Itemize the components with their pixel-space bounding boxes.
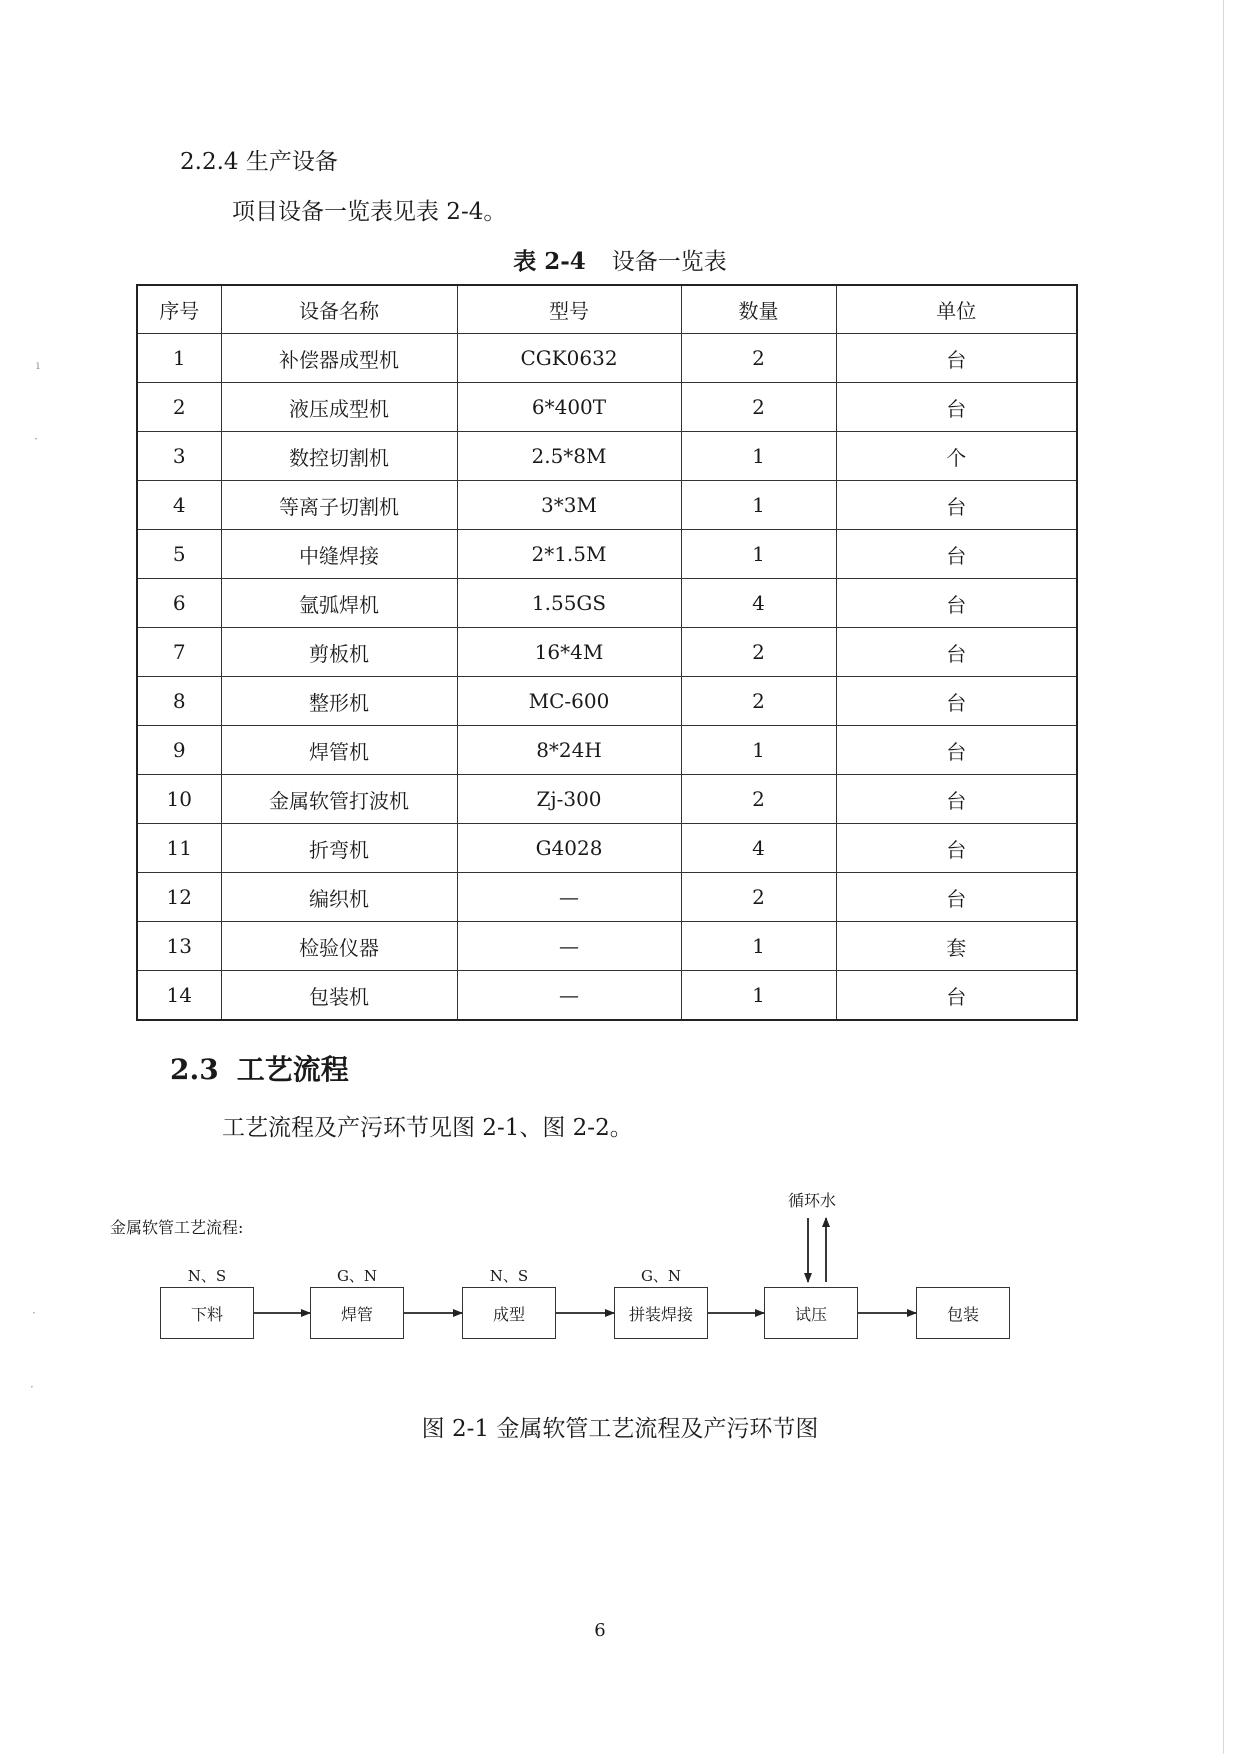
table-cell: 1	[681, 481, 836, 530]
table-caption	[0, 243, 1240, 276]
table-cell: 金属软管打波机	[221, 775, 457, 824]
pollutant-label: G、N	[640, 1267, 682, 1285]
table-cell: 台	[836, 530, 1077, 579]
process-step-box: 试压	[764, 1287, 858, 1339]
table-cell: 2	[681, 873, 836, 922]
table-cell: —	[457, 971, 681, 1021]
page-number: 6	[594, 1620, 606, 1641]
table-cell: 补偿器成型机	[221, 334, 457, 383]
table-cell: 16*4M	[457, 628, 681, 677]
table-row	[137, 383, 1077, 432]
table-cell: 整形机	[221, 677, 457, 726]
table-caption-title: 设备一览表	[611, 249, 727, 275]
table-row	[137, 873, 1077, 922]
table-cell: 台	[836, 971, 1077, 1021]
table-row	[137, 530, 1077, 579]
table-cell: G4028	[457, 824, 681, 873]
section-heading-2-2-4	[180, 143, 338, 176]
table-cell: 2	[137, 383, 221, 432]
table-cell: 台	[836, 677, 1077, 726]
table-cell: 套	[836, 922, 1077, 971]
table-cell: 3	[137, 432, 221, 481]
table-cell: 10	[137, 775, 221, 824]
table-cell: —	[457, 873, 681, 922]
table-cell: 14	[137, 971, 221, 1021]
table-cell: 包装机	[221, 971, 457, 1021]
table-cell: 氩弧焊机	[221, 579, 457, 628]
table-cell: 2*1.5M	[457, 530, 681, 579]
table-row	[137, 432, 1077, 481]
table-cell: Zj-300	[457, 775, 681, 824]
equipment-table	[136, 284, 1078, 1021]
pollutant-label: G、N	[336, 1267, 378, 1285]
table-cell: 台	[836, 383, 1077, 432]
process-step-box: 焊管	[310, 1287, 404, 1339]
table-cell: 6	[137, 579, 221, 628]
figure-caption: 图 2-1 金属软管工艺流程及产污环节图	[421, 1416, 819, 1442]
table-cell: 数控切割机	[221, 432, 457, 481]
table-cell: 检验仪器	[221, 922, 457, 971]
flow-intro-paragraph: 工艺流程及产污环节见图 2-1、图 2-2。	[222, 1115, 633, 1141]
pollutant-label: N、S	[187, 1267, 227, 1285]
table-cell: 剪板机	[221, 628, 457, 677]
table-cell: 台	[836, 334, 1077, 383]
table-caption-number: 表 2-4	[513, 248, 586, 275]
table-cell: 台	[836, 628, 1077, 677]
table-cell: 6*400T	[457, 383, 681, 432]
section-heading-2-3	[170, 1048, 349, 1088]
table-cell: 11	[137, 824, 221, 873]
section-title: 生产设备	[245, 149, 338, 175]
table-cell: 焊管机	[221, 726, 457, 775]
table-cell: 台	[836, 579, 1077, 628]
table-cell: 13	[137, 922, 221, 971]
pollutant-label: N、S	[489, 1267, 529, 1285]
table-cell: 台	[836, 775, 1077, 824]
table-cell: 2.5*8M	[457, 432, 681, 481]
table-cell: 12	[137, 873, 221, 922]
scan-mark: ·	[32, 1306, 36, 1320]
table-cell: 2	[681, 383, 836, 432]
table-cell: 8*24H	[457, 726, 681, 775]
table-cell: 7	[137, 628, 221, 677]
header-cell: 设备名称	[221, 285, 457, 334]
table-cell: 编织机	[221, 873, 457, 922]
circulating-water-label: 循环水	[788, 1191, 837, 1210]
table-row	[137, 481, 1077, 530]
table-cell: MC-600	[457, 677, 681, 726]
table-cell: 台	[836, 824, 1077, 873]
table-cell: 1	[681, 432, 836, 481]
table-cell: 1	[681, 530, 836, 579]
process-step-box: 成型	[462, 1287, 556, 1339]
table-row	[137, 579, 1077, 628]
table-cell: 2	[681, 775, 836, 824]
header-cell: 数量	[681, 285, 836, 334]
table-cell: CGK0632	[457, 334, 681, 383]
table-cell: 1	[681, 726, 836, 775]
table-cell: 台	[836, 873, 1077, 922]
table-header-row	[137, 285, 1077, 334]
table-cell: 1.55GS	[457, 579, 681, 628]
table-cell: 2	[681, 334, 836, 383]
section-number: 2.2.4	[180, 149, 239, 175]
process-step-box: 包装	[916, 1287, 1010, 1339]
table-cell: —	[457, 922, 681, 971]
table-row	[137, 726, 1077, 775]
table-row	[137, 628, 1077, 677]
flowchart-label: 金属软管工艺流程:	[110, 1218, 244, 1237]
header-cell: 型号	[457, 285, 681, 334]
table-cell: 个	[836, 432, 1077, 481]
table-row	[137, 971, 1077, 1021]
table-row	[137, 824, 1077, 873]
table-row	[137, 922, 1077, 971]
table-cell: 4	[681, 824, 836, 873]
table-row	[137, 334, 1077, 383]
table-cell: 1	[681, 922, 836, 971]
table-cell: 9	[137, 726, 221, 775]
section-title: 工艺流程	[236, 1053, 349, 1086]
table-cell: 液压成型机	[221, 383, 457, 432]
table-cell: 8	[137, 677, 221, 726]
table-cell: 台	[836, 481, 1077, 530]
intro-paragraph: 项目设备一览表见表 2-4。	[232, 199, 507, 225]
table-cell: 1	[681, 971, 836, 1021]
table-cell: 2	[681, 677, 836, 726]
table-cell: 中缝焊接	[221, 530, 457, 579]
table-cell: 3*3M	[457, 481, 681, 530]
table-cell: 台	[836, 726, 1077, 775]
table-row	[137, 677, 1077, 726]
table-cell: 5	[137, 530, 221, 579]
table-cell: 2	[681, 628, 836, 677]
process-step-box: 拼装焊接	[614, 1287, 708, 1339]
table-cell: 等离子切割机	[221, 481, 457, 530]
table-cell: 折弯机	[221, 824, 457, 873]
scan-mark: ı	[36, 358, 40, 372]
process-step-box: 下料	[160, 1287, 254, 1339]
table-cell: 4	[681, 579, 836, 628]
table-cell: 1	[137, 334, 221, 383]
scan-mark: ·	[30, 1380, 34, 1394]
scan-mark: ·	[34, 432, 38, 446]
section-number: 2.3	[170, 1053, 219, 1086]
header-cell: 单位	[836, 285, 1077, 334]
header-cell: 序号	[137, 285, 221, 334]
table-row	[137, 775, 1077, 824]
table-cell: 4	[137, 481, 221, 530]
